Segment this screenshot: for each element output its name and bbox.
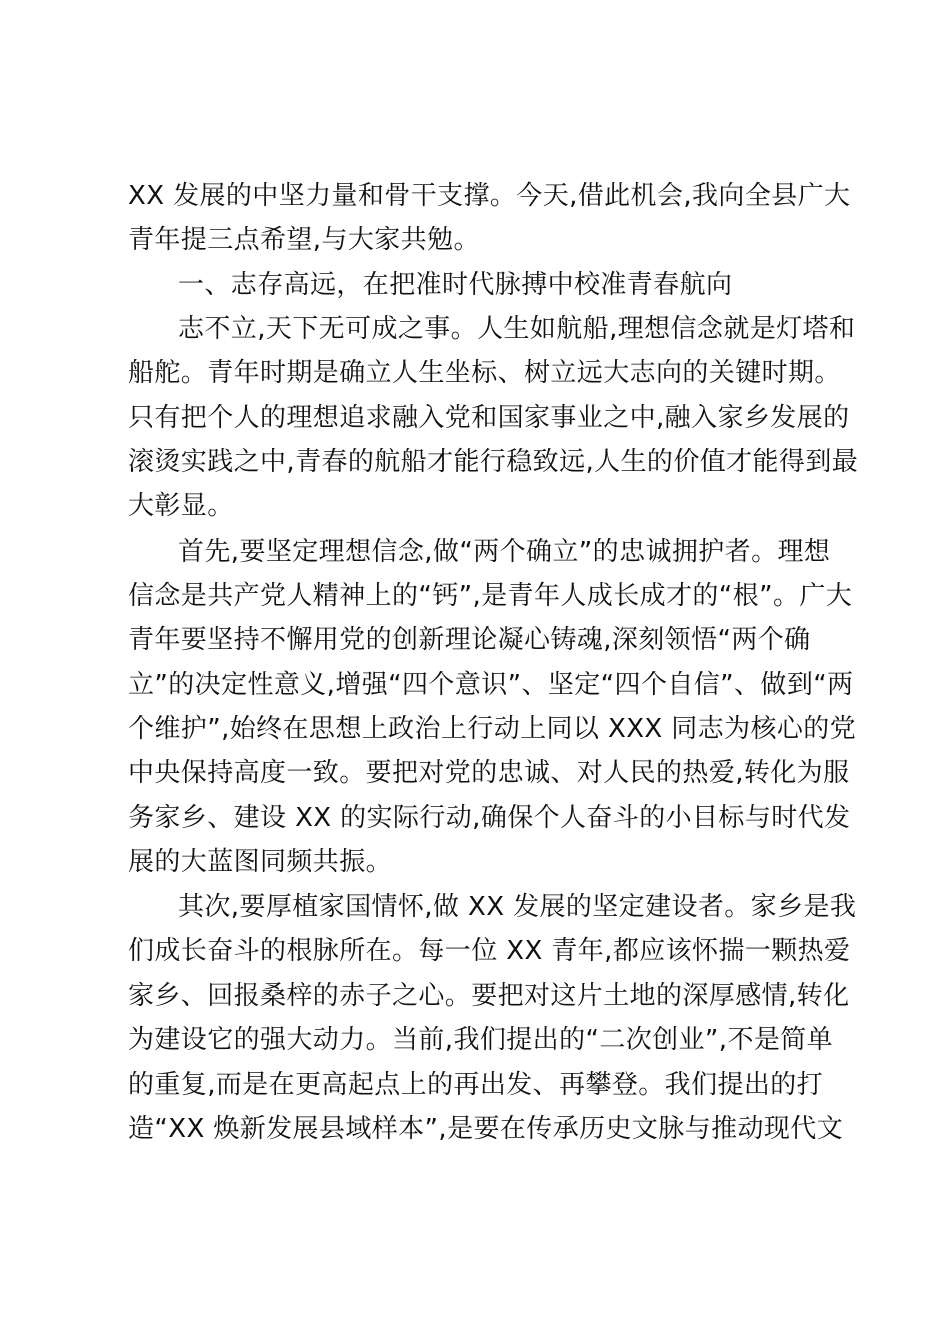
text-line: 青年提三点希望,与大家共勉。 — [128, 225, 480, 255]
text-line: 首先,要坚定理想信念,做“两个确立”的忠诚拥护者。理想 — [178, 537, 831, 567]
text-line: 造“XX 焕新发展县域样本”,是要在传承历史文脉与推动现代文 — [128, 1114, 844, 1144]
text-line: 大彰显。 — [128, 491, 234, 521]
text-line: 其次,要厚植家国情怀,做 XX 发展的坚定建设者。家乡是我 — [178, 892, 857, 922]
section-heading: 一、志存高远，在把准时代脉搏中校准青春航向 — [178, 270, 733, 300]
text-line: 青年要坚持不懈用党的创新理论凝心铸魂,深刻领悟“两个确 — [128, 625, 811, 655]
text-line: 志不立,天下无可成之事。人生如航船,理想信念就是灯塔和 — [178, 314, 856, 344]
text-line: 的重复,而是在更高起点上的再出发、再攀登。我们提出的打 — [128, 1070, 824, 1100]
text-line: XX 发展的中坚力量和骨干支撑。今天,借此机会,我向全县广大 — [128, 181, 851, 211]
text-line: 船舵。青年时期是确立人生坐标、树立远大志向的关键时期。 — [128, 358, 841, 388]
text-line: 滚烫实践之中,青春的航船才能行稳致远,人生的价值才能得到最 — [128, 447, 859, 477]
text-line: 务家乡、建设 XX 的实际行动,确保个人奋斗的小目标与时代发 — [128, 803, 851, 833]
text-line: 个维护”,始终在思想上政治上行动上同以 XXX 同志为核心的党 — [128, 714, 857, 744]
text-line: 立”的决定性意义,增强“四个意识”、坚定“四个自信”、做到“两 — [128, 670, 854, 700]
text-line: 家乡、回报桑梓的赤子之心。要把对这片土地的深厚感情,转化 — [128, 981, 850, 1011]
text-line: 信念是共产党人精神上的“钙”,是青年人成长成才的“根”。广大 — [128, 581, 853, 611]
text-line: 中央保持高度一致。要把对党的忠诚、对人民的热爱,转化为服 — [128, 758, 850, 788]
text-line: 为建设它的强大动力。当前,我们提出的“二次创业”,不是简单 — [128, 1025, 834, 1055]
text-line: 只有把个人的理想追求融入党和国家事业之中,融入家乡发展的 — [128, 403, 850, 433]
text-line: 展的大蓝图同频共振。 — [128, 847, 393, 877]
text-line: 们成长奋斗的根脉所在。每一位 XX 青年,都应该怀揣一颗热爱 — [128, 936, 851, 966]
